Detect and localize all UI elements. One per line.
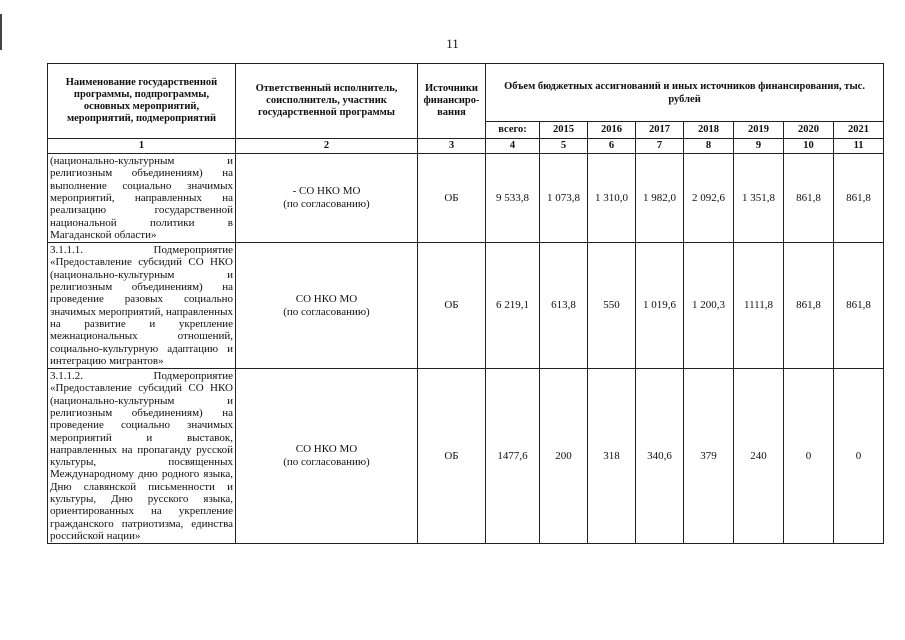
value-2018: 1 200,3: [684, 243, 734, 369]
column-number: 6: [588, 139, 636, 154]
header-source: Источники финансиро-вания: [418, 64, 486, 139]
value-2016: 1 310,0: [588, 154, 636, 243]
value-total: 6 219,1: [486, 243, 540, 369]
value-2015: 1 073,8: [540, 154, 588, 243]
column-number: 4: [486, 139, 540, 154]
header-year: 2018: [684, 122, 734, 139]
column-number: 3: [418, 139, 486, 154]
value-2021: 861,8: [834, 154, 884, 243]
value-2015: 613,8: [540, 243, 588, 369]
table-row: [48, 369, 884, 544]
executor-text: - СО НКО МО (по согласованию): [283, 185, 370, 211]
value-2018: 2 092,6: [684, 154, 734, 243]
value-2017: 1 019,6: [636, 243, 684, 369]
header-total: всего:: [486, 122, 540, 139]
header-name: Наименование государственной программы, подпрограммы, основных мероприятий, мероприятий, подмероприятий: [48, 64, 236, 139]
page-number: 11: [446, 36, 459, 51]
value-2016: 318: [588, 369, 636, 544]
column-number: 1: [48, 139, 236, 154]
column-number: 5: [540, 139, 588, 154]
value-2021: 861,8: [834, 243, 884, 369]
value-total: 9 533,8: [486, 154, 540, 243]
value-total: 1477,6: [486, 369, 540, 544]
value-2015: 200: [540, 369, 588, 544]
value-2019: 1 351,8: [734, 154, 784, 243]
activity-name: 3.1.1.2. Подмероприятие «Предоставление субсидий СО НКО (национально-культурным и религиозным объединениям) на проведение социально значимых мероприятий и выставок, направленных на пропаганду русской культуры, посвященных Международному дню родного языка, Дню славянской письменности и культуры, Дню русского языка, ориентированных на укрепление гражданского патриотизма, единства российской нации»: [48, 369, 236, 544]
header-executor: Ответственный исполнитель, соисполнитель, участник государственной программы: [236, 64, 418, 139]
value-2019: 1111,8: [734, 243, 784, 369]
value-2020: 0: [784, 369, 834, 544]
value-2020: 861,8: [784, 243, 834, 369]
activity-name: (национально-культурным и религиозным объединениям) на выполнение социально значимых мероприятий, направленных на реализацию государственной национальной политики в Магаданской области»: [48, 154, 236, 243]
header-year: 2015: [540, 122, 588, 139]
executor-text: СО НКО МО (по согласованию): [283, 292, 370, 318]
column-number: 9: [734, 139, 784, 154]
header-year: 2016: [588, 122, 636, 139]
header-year: 2017: [636, 122, 684, 139]
executor-cell: [236, 369, 418, 544]
value-2017: 1 982,0: [636, 154, 684, 243]
header-year: 2019: [734, 122, 784, 139]
source-cell: ОБ: [418, 154, 486, 243]
value-2019: 240: [734, 369, 784, 544]
value-2018: 379: [684, 369, 734, 544]
column-number: 7: [636, 139, 684, 154]
activity-name: 3.1.1.1. Подмероприятие «Предоставление субсидий СО НКО (национально-культурным и религиозным объединениям) на проведение разовых социально значимых мероприятий, направленных на развитие и укрепление межнациональных отношений, социально-культурную адаптацию и интеграцию мигрантов»: [48, 243, 236, 369]
header-budget-group: Объем бюджетных ассигнований и иных источников финансирования, тыс. рублей: [486, 64, 884, 122]
table-row: [48, 243, 884, 369]
value-2020: 861,8: [784, 154, 834, 243]
value-2021: 0: [834, 369, 884, 544]
executor-cell: [236, 154, 418, 243]
header-year: 2020: [784, 122, 834, 139]
header-year: 2021: [834, 122, 884, 139]
column-number: 2: [236, 139, 418, 154]
value-2017: 340,6: [636, 369, 684, 544]
column-number: 11: [834, 139, 884, 154]
source-cell: ОБ: [418, 243, 486, 369]
source-cell: ОБ: [418, 369, 486, 544]
value-2016: 550: [588, 243, 636, 369]
column-number: 8: [684, 139, 734, 154]
table-row: [48, 154, 884, 243]
executor-text: СО НКО МО (по согласованию): [283, 443, 370, 469]
column-number: 10: [784, 139, 834, 154]
budget-table: [47, 63, 884, 544]
executor-cell: [236, 243, 418, 369]
